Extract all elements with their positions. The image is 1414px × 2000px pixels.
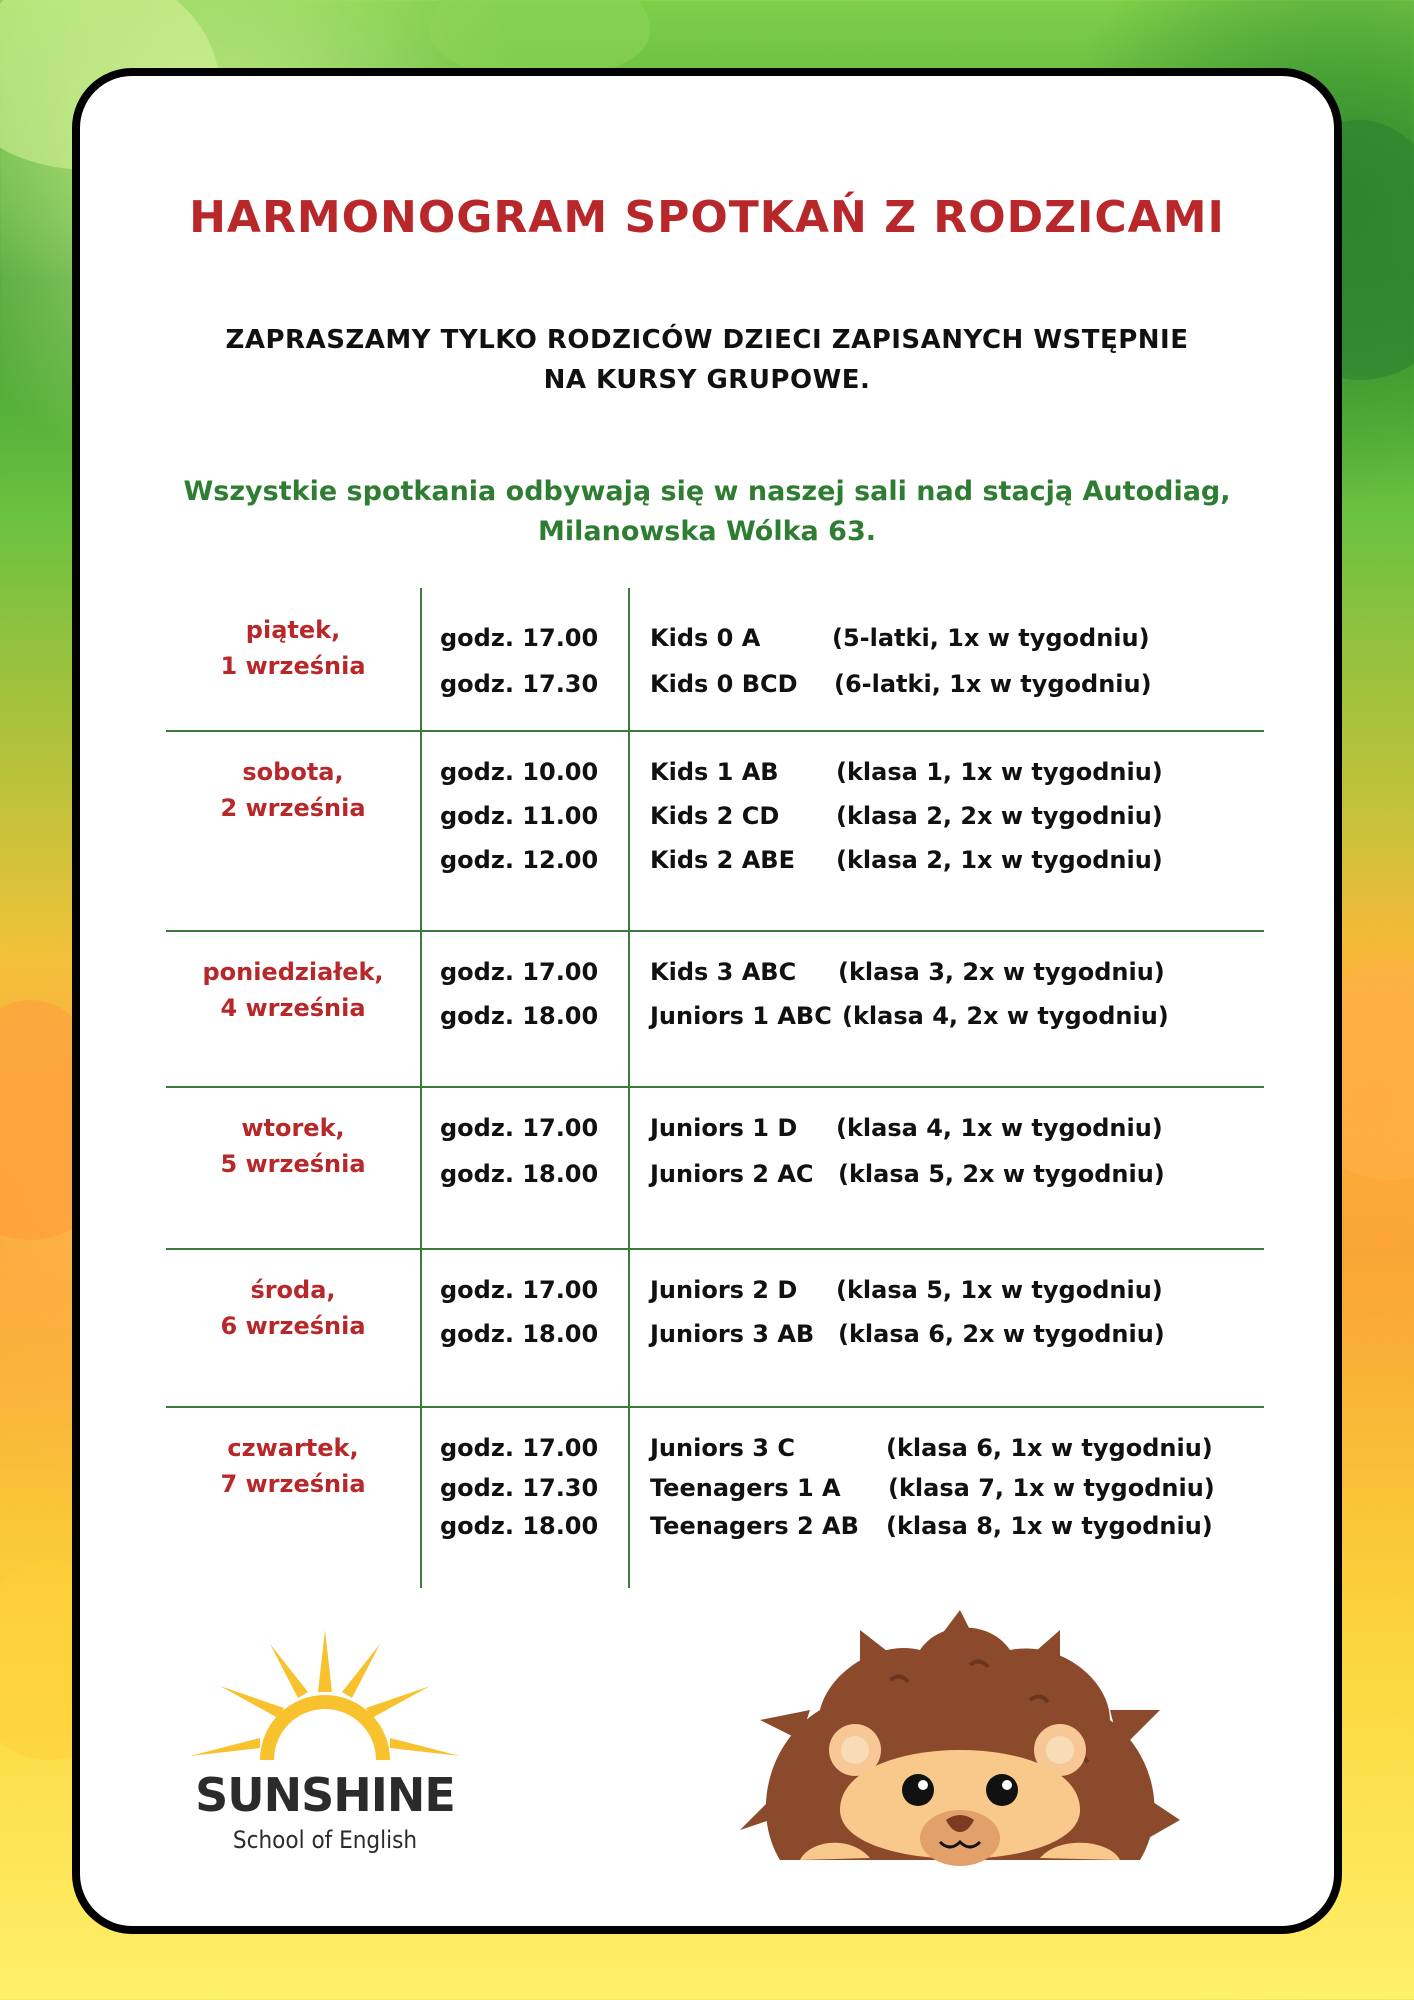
school-logo [190,1630,460,1860]
time-slot: godz. 17.30 [440,670,599,698]
course-name: Kids 3 ABC [650,958,797,986]
column-divider [420,588,422,1588]
time-slot: godz. 17.30 [440,1474,599,1502]
weekday: poniedziałek, [202,958,384,986]
column-divider [628,588,630,1588]
day-label [166,1110,420,1182]
course-name: Juniors 1 D [650,1114,798,1142]
time-slot: godz. 18.00 [440,1002,599,1030]
weekday: wtorek, [241,1114,345,1142]
row-divider [166,930,1264,932]
location-line-1: Wszystkie spotkania odbywają się w naszej sali nad stacją Autodiag, [183,476,1231,507]
date: 5 września [220,1150,366,1178]
time-slot: godz. 18.00 [440,1512,599,1540]
course-desc: (klasa 8, 1x w tygodniu) [886,1512,1213,1540]
row-divider [166,1248,1264,1250]
time-slot: godz. 17.00 [440,624,599,652]
time-slot: godz. 17.00 [440,958,599,986]
course-name: Juniors 2 AC [650,1160,814,1188]
row-divider [166,1086,1264,1088]
course-desc: (klasa 6, 1x w tygodniu) [886,1434,1213,1462]
invitation-line-1: ZAPRASZAMY TYLKO RODZICÓW DZIECI ZAPISANYCH WSTĘPNIE [225,325,1189,355]
course-desc: (5-latki, 1x w tygodniu) [832,624,1150,652]
time-slot: godz. 17.00 [440,1434,599,1462]
day-label [166,1272,420,1344]
location-line-2: Milanowska Wólka 63. [538,516,876,547]
date: 1 września [220,652,366,680]
weekday: środa, [250,1276,336,1304]
day-label [166,754,420,826]
logo-tagline: School of English [232,1826,418,1854]
course-name: Kids 0 A [650,624,761,652]
course-desc: (6-latki, 1x w tygodniu) [834,670,1152,698]
course-name: Teenagers 1 A [650,1474,841,1502]
time-slot: godz. 12.00 [440,846,599,874]
row-divider [166,1406,1264,1408]
course-desc: (klasa 6, 2x w tygodniu) [838,1320,1165,1348]
course-name: Teenagers 2 AB [650,1512,859,1540]
time-slot: godz. 18.00 [440,1160,599,1188]
course-name: Kids 1 AB [650,758,779,786]
logo-name: SUNSHINE [195,1768,455,1822]
course-desc: (klasa 2, 1x w tygodniu) [836,846,1163,874]
hedgehog-icon [740,1610,1180,1910]
day-label [166,1430,420,1502]
time-slot: godz. 17.00 [440,1114,599,1142]
day-label [166,612,420,684]
course-desc: (klasa 4, 1x w tygodniu) [836,1114,1163,1142]
course-desc: (klasa 2, 2x w tygodniu) [836,802,1163,830]
course-name: Kids 0 BCD [650,670,798,698]
date: 6 września [220,1312,366,1340]
weekday: piątek, [245,616,341,644]
course-desc: (klasa 7, 1x w tygodniu) [888,1474,1215,1502]
course-name: Juniors 3 C [650,1434,795,1462]
sun-icon [190,1630,460,1770]
row-divider [166,730,1264,732]
invitation-note [80,320,1334,400]
course-name: Juniors 1 ABC [650,1002,832,1030]
day-label [166,954,420,1026]
course-name: Kids 2 ABE [650,846,795,874]
time-slot: godz. 18.00 [440,1320,599,1348]
course-desc: (klasa 5, 2x w tygodniu) [838,1160,1165,1188]
course-desc: (klasa 3, 2x w tygodniu) [838,958,1165,986]
date: 2 września [220,794,366,822]
page-title: HARMONOGRAM SPOTKAŃ Z RODZICAMI [189,192,1225,243]
course-name: Juniors 2 D [650,1276,798,1304]
weekday: sobota, [242,758,344,786]
date: 4 września [220,994,366,1022]
course-desc: (klasa 4, 2x w tygodniu) [842,1002,1169,1030]
time-slot: godz. 10.00 [440,758,599,786]
course-name: Kids 2 CD [650,802,780,830]
location-note [80,472,1334,552]
time-slot: godz. 11.00 [440,802,599,830]
invitation-line-2: NA KURSY GRUPOWE. [543,365,871,395]
weekday: czwartek, [227,1434,359,1462]
course-desc: (klasa 1, 1x w tygodniu) [836,758,1163,786]
course-name: Juniors 3 AB [650,1320,815,1348]
time-slot: godz. 17.00 [440,1276,599,1304]
date: 7 września [220,1470,366,1498]
course-desc: (klasa 5, 1x w tygodniu) [836,1276,1163,1304]
